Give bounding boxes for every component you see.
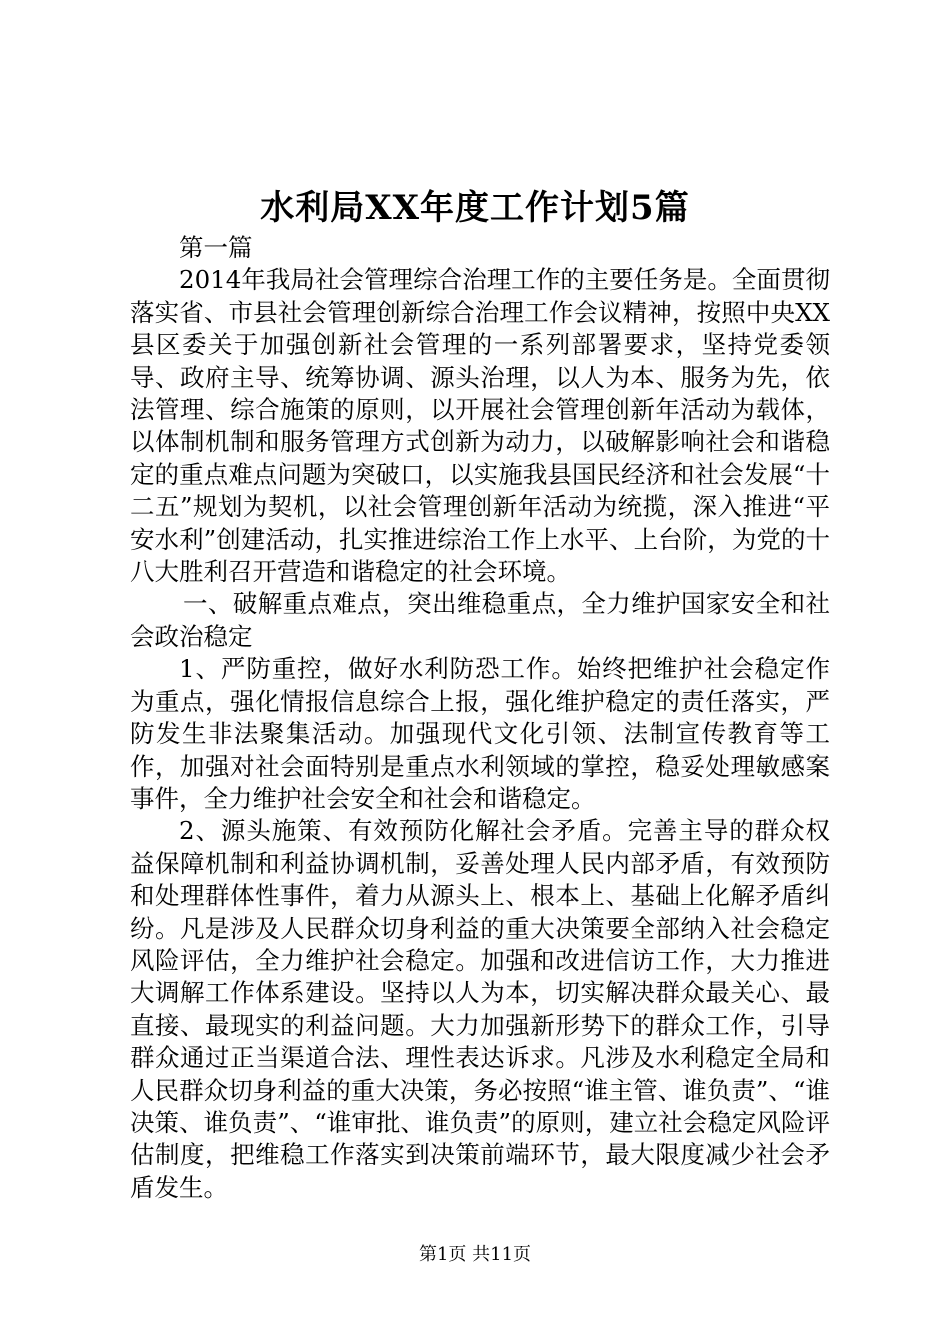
section-heading-one: 一、破解重点难点，突出维稳重点，全力维护国家安全和社会政治稳定 (130, 589, 830, 651)
section-label: 第一篇 (179, 233, 253, 262)
page-footer: 第1页 共11页 (418, 1244, 532, 1265)
paragraph-item-2: 2、源头施策、有效预防化解社会矛盾。完善主导的群众权益保障机制和利益协调机制，妥善处理人民内部矛盾，有效预防和处理群体性事件，着力从源头上、根本上、基础上化解矛盾纠纷。凡是涉及人民群众切身利益的重大决策要全部纳入社会稳定风险评估，全力维护社会稳定。加强和改进信访工作，大力推进大调解工作体系建设。坚持以人为本，切实解决群众最关心、最直接、最现实的利益问题。大力加强新形势下的群众工作，引导群众通过正当渠道合法、理性表达诉求。凡涉及水利稳定全局和人民群众切身利益的重大决策，务必按照“谁主管、谁负责”、“谁决策、谁负责”、“谁审批、谁负责”的原则，建立社会稳定风险评估制度，把维稳工作落实到决策前端环节，最大限度减少社会矛盾发生。 (130, 816, 830, 1202)
document-body (130, 232, 830, 1204)
paragraph-intro: 2014年我局社会管理综合治理工作的主要任务是。全面贯彻落实省、市县社会管理创新综合治理工作会议精神，按照中央XX县区委关于加强创新社会管理的一系列部署要求，坚持党委领导、政府主导、统筹协调、源头治理，以人为本、服务为先，依法管理、综合施策的原则，以开展社会管理创新年活动为载体，以体制机制和服务管理方式创新为动力，以破解影响社会和谐稳定的重点难点问题为突破口，以实施我县国民经济和社会发展“十二五”规划为契机，以社会管理创新年活动为统揽，深入推进“平安水利”创建活动，扎实推进综治工作上水平、上台阶，为党的十八大胜利召开营造和谐稳定的社会环境。 (130, 265, 830, 587)
paragraph-item-1: 1、严防重控，做好水利防恐工作。始终把维护社会稳定作为重点，强化情报信息综合上报，强化维护稳定的责任落实，严防发生非法聚集活动。加强现代文化引领、法制宣传教育等工作，加强对社会面特别是重点水利领域的掌控，稳妥处理敏感案事件，全力维护社会安全和社会和谐稳定。 (130, 654, 830, 813)
document-title: 水利局XX年度工作计划5篇 (260, 188, 690, 228)
